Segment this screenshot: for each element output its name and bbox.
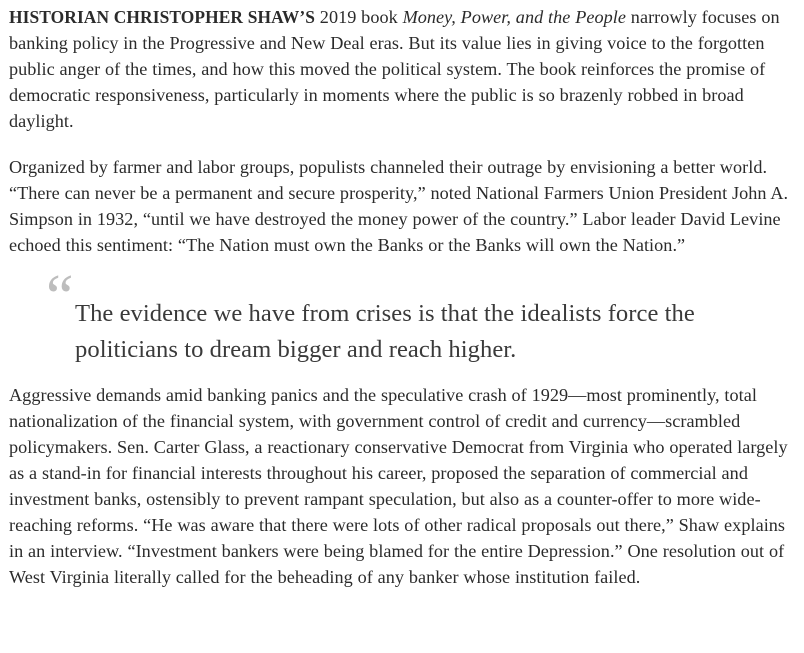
paragraph-glass: Aggressive demands amid banking panics and the speculative crash of 1929—most prominently, total nationalization of the financial system, with government control of credit and currency—scrambled policymakers. Sen. Carter Glass, a reactionary conservative Democrat from Virginia who operated largely as a stand-in for financial interests throughout his career, proposed the separation of commercial and investment banks, ostensibly to prevent rampant speculation, but also as a counter-offer to more wide-reaching reforms. “He was aware that there were lots of other radical proposals out there,” Shaw explains in an interview. “Investment bankers were being blamed for the entire Depression.” One resolution out of West Virginia literally called for the beheading of any banker whose institution failed.	[9, 385, 788, 587]
pull-quote-text: The evidence we have from crises is that the idealists force the politicians to dream bigger and reach higher.	[75, 300, 695, 363]
book-title: Money, Power, and the People	[402, 7, 626, 27]
paragraph-intro-text-b: narrowly focuses on banking policy in the Progressive and New Deal eras. But its value lies in giving voice to the forgotten public anger of the times, and how this moved the political system. The book reinforces the promise of democratic responsiveness, particularly in moments where the public is so brazenly robbed in broad daylight.	[9, 7, 780, 131]
pull-quote	[9, 258, 799, 382]
article-body	[9, 4, 799, 590]
paragraph-intro-text-a: 2019 book	[315, 7, 403, 27]
paragraph-populists: Organized by farmer and labor groups, populists channeled their outrage by envisioning a better world. “There can never be a permanent and secure prosperity,” noted National Farmers Union President John A. Simpson in 1932, “until we have destroyed the money power of the country.” Labor leader David Levine echoed this sentiment: “The Nation must own the Banks or the Banks will own the Nation.”	[9, 157, 789, 255]
lead-in: HISTORIAN CHRISTOPHER SHAW’S	[9, 7, 316, 27]
paragraph-intro	[9, 4, 799, 134]
quote-mark-icon: “	[46, 263, 74, 331]
